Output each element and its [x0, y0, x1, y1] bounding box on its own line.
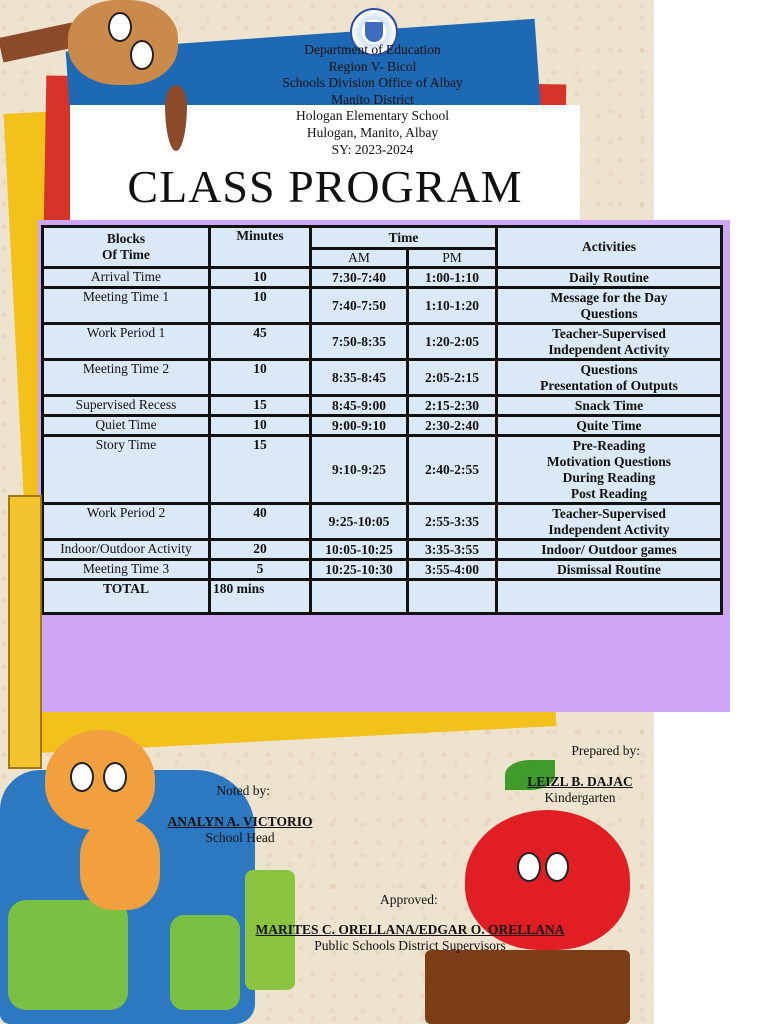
pm-time-cell: 2:40-2:55	[408, 436, 497, 504]
noted-by-role: School Head	[205, 830, 275, 845]
block-cell: Meeting Time 1	[43, 288, 210, 324]
region-line: Region V- Bicol	[328, 58, 417, 74]
minutes-cell: 15	[210, 396, 311, 416]
cat-eye-icon	[70, 762, 94, 792]
activity-line: Pre-Reading	[572, 437, 646, 453]
pm-time-cell: 3:35-3:55	[408, 540, 497, 560]
pm-time-cell: 3:55-4:00	[408, 560, 497, 580]
activity-line: Teacher-Supervised	[552, 505, 666, 521]
class-program-table	[41, 225, 723, 615]
activity-line: During Reading	[562, 469, 656, 485]
am-time-cell: 7:50-8:35	[311, 324, 408, 360]
minutes-cell: 45	[210, 324, 311, 360]
activity-cell	[497, 560, 722, 580]
activity-line: Quite Time	[576, 417, 642, 433]
pm-time-cell: 2:15-2:30	[408, 396, 497, 416]
cat-eye-icon	[103, 762, 127, 792]
backpack-pocket-illustration	[170, 915, 240, 1010]
pm-time-cell: 2:30-2:40	[408, 416, 497, 436]
minutes-cell: 10	[210, 360, 311, 396]
total-am-cell	[311, 580, 408, 614]
block-cell: Story Time	[43, 436, 210, 504]
pm-time-cell: 2:05-2:15	[408, 360, 497, 396]
total-label: TOTAL	[43, 580, 210, 614]
table-row	[43, 504, 722, 540]
table-row	[43, 360, 722, 396]
activity-cell	[497, 396, 722, 416]
activity-line: Message for the Day	[550, 289, 668, 305]
activity-line: Presentation of Outputs	[540, 377, 678, 393]
activity-line: Motivation Questions	[546, 453, 672, 469]
address-line: Hulogan, Manito, Albay	[306, 124, 439, 140]
am-time-cell: 10:05-10:25	[311, 540, 408, 560]
cat-body-illustration	[80, 820, 160, 910]
total-activity-cell	[497, 580, 722, 614]
activity-cell	[497, 540, 722, 560]
cat-character-illustration	[45, 730, 155, 830]
apple-eye-icon	[545, 852, 569, 882]
activity-line: Questions	[580, 305, 638, 321]
table-row	[43, 396, 722, 416]
activity-line: Daily Routine	[569, 269, 649, 285]
noted-by-name: ANALYN A. VICTORIO	[167, 814, 313, 829]
school-year-line: SY: 2023-2024	[331, 141, 414, 157]
am-time-cell: 10:25-10:30	[311, 560, 408, 580]
table-row	[43, 416, 722, 436]
activity-cell	[497, 436, 722, 504]
activities-header: Activities	[497, 227, 722, 268]
noted-by-block	[150, 783, 330, 846]
district-line: Manito District	[331, 91, 414, 107]
block-cell: Meeting Time 3	[43, 560, 210, 580]
prepared-by-block	[500, 743, 660, 806]
block-cell: Arrival Time	[43, 268, 210, 288]
activity-line: Questions	[580, 361, 638, 377]
approved-role: Public Schools District Supervisors	[314, 938, 506, 953]
block-cell: Work Period 2	[43, 504, 210, 540]
activity-cell	[497, 324, 722, 360]
am-time-cell: 9:10-9:25	[311, 436, 408, 504]
pencil-illustration	[8, 495, 42, 769]
activity-line: Snack Time	[574, 397, 644, 413]
block-cell: Quiet Time	[43, 416, 210, 436]
activity-cell	[497, 268, 722, 288]
minutes-cell: 10	[210, 268, 311, 288]
prepared-by-role: Kindergarten	[544, 790, 616, 805]
block-cell: Work Period 1	[43, 324, 210, 360]
total-minutes: 180 mins	[210, 580, 311, 614]
table-row	[43, 436, 722, 504]
time-header: Time	[311, 227, 497, 249]
minutes-cell: 15	[210, 436, 311, 504]
blocks-header: Blocks Of Time	[43, 227, 210, 268]
table-row	[43, 560, 722, 580]
activity-cell	[497, 360, 722, 396]
activity-line: Dismissal Routine	[557, 561, 661, 577]
brush-eye-icon	[130, 40, 154, 70]
noted-by-label: Noted by:	[216, 783, 270, 798]
total-pm-cell	[408, 580, 497, 614]
am-time-cell: 8:45-9:00	[311, 396, 408, 416]
activity-line: Teacher-Supervised	[552, 325, 666, 341]
activity-cell	[497, 416, 722, 436]
am-time-cell: 7:40-7:50	[311, 288, 408, 324]
table-row	[43, 324, 722, 360]
pm-time-cell: 2:55-3:35	[408, 504, 497, 540]
am-time-cell: 8:35-8:45	[311, 360, 408, 396]
am-time-cell: 7:30-7:40	[311, 268, 408, 288]
activity-cell	[497, 504, 722, 540]
brush-eye-icon	[108, 12, 132, 42]
division-line: Schools Division Office of Albay	[282, 75, 463, 91]
activity-cell	[497, 288, 722, 324]
pm-time-cell: 1:00-1:10	[408, 268, 497, 288]
table-row	[43, 268, 722, 288]
block-cell: Indoor/Outdoor Activity	[43, 540, 210, 560]
page-title: CLASS PROGRAM	[127, 161, 523, 212]
minutes-cell: 40	[210, 504, 311, 540]
am-time-cell: 9:25-10:05	[311, 504, 408, 540]
activity-line: Independent Activity	[548, 521, 670, 537]
backpack-pocket-illustration	[8, 900, 128, 1010]
prepared-by-name: LEIZL B. DAJAC	[527, 774, 633, 789]
pm-header: PM	[408, 249, 497, 268]
pm-time-cell: 1:20-2:05	[408, 324, 497, 360]
minutes-cell: 20	[210, 540, 311, 560]
minutes-header: Minutes	[210, 227, 311, 268]
table-row	[43, 540, 722, 560]
approved-name: MARITES C. ORELLANA/EDGAR O. ORELLANA	[255, 922, 565, 937]
prepared-by-label: Prepared by:	[571, 743, 640, 758]
activity-line: Indoor/ Outdoor games	[541, 541, 677, 557]
block-cell: Meeting Time 2	[43, 360, 210, 396]
am-header: AM	[311, 249, 408, 268]
minutes-cell: 10	[210, 416, 311, 436]
activity-line: Post Reading	[570, 485, 648, 501]
block-cell: Supervised Recess	[43, 396, 210, 416]
department-line: Department of Education	[304, 42, 441, 57]
pm-time-cell: 1:10-1:20	[408, 288, 497, 324]
table-row	[43, 288, 722, 324]
school-header	[240, 42, 505, 158]
school-line: Hologan Elementary School	[296, 108, 449, 124]
apple-eye-icon	[517, 852, 541, 882]
paintbrush-character-illustration	[68, 0, 178, 85]
approved-label: Approved:	[380, 892, 438, 907]
book-illustration	[425, 950, 630, 1024]
am-time-cell: 9:00-9:10	[311, 416, 408, 436]
activity-line: Independent Activity	[548, 341, 670, 357]
minutes-cell: 10	[210, 288, 311, 324]
total-row	[43, 580, 722, 614]
approved-block	[240, 892, 580, 954]
minutes-cell: 5	[210, 560, 311, 580]
